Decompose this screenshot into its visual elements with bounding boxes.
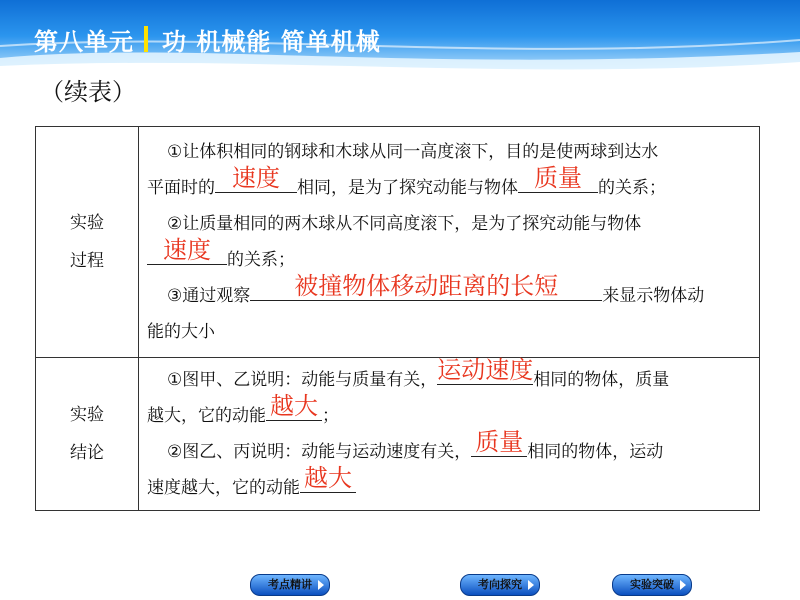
header-title xyxy=(34,22,381,56)
conclusion-content xyxy=(139,358,760,511)
answer-blank xyxy=(147,236,227,265)
play-arrow-icon xyxy=(528,580,534,590)
answer-blank xyxy=(250,272,602,301)
nav-button-experiment[interactable] xyxy=(612,574,692,596)
text: 相同的物体，运动 xyxy=(527,442,664,462)
answer-text: 质量 xyxy=(534,164,582,192)
answer-blank xyxy=(266,392,322,421)
title-divider xyxy=(144,26,148,52)
text: 来显示物体动 xyxy=(602,286,705,306)
answer-text: 速度 xyxy=(232,164,280,192)
nav-button-key-points[interactable] xyxy=(250,574,330,596)
answer-blank xyxy=(518,164,598,193)
answer-text: 越大 xyxy=(270,392,318,420)
header-banner xyxy=(0,0,800,80)
process-line-6 xyxy=(147,314,745,350)
text: ； xyxy=(322,406,339,426)
nav-button-exploration[interactable] xyxy=(460,574,540,596)
experiment-table xyxy=(35,126,760,511)
text: ①让体积相同的钢球和木球从同一高度滚下，目的是使两球到达水 xyxy=(167,142,659,162)
page-subtitle: （续表） xyxy=(40,78,136,106)
process-line-5 xyxy=(147,272,745,314)
answer-blank xyxy=(471,428,527,457)
process-line-2 xyxy=(147,164,745,206)
answer-blank xyxy=(215,164,297,193)
conclusion-line-4 xyxy=(147,464,745,506)
topic-label: 功 机械能 简单机械 xyxy=(162,27,381,56)
text: ②图乙、丙说明：动能与运动速度有关， xyxy=(167,442,472,462)
text: 越大，它的动能 xyxy=(147,406,266,426)
text: 的关系； xyxy=(227,250,295,270)
table-row-conclusion xyxy=(36,358,760,511)
answer-text: 质量 xyxy=(475,428,524,456)
answer-text: 速度 xyxy=(163,236,211,264)
text: 能的大小 xyxy=(147,322,215,342)
label-line: 实验 xyxy=(70,213,104,233)
answer-text: 被撞物体移动距离的长短 xyxy=(294,272,559,300)
row-label-process xyxy=(36,127,139,358)
conclusion-line-1 xyxy=(147,356,745,398)
text: ③通过观察 xyxy=(167,286,251,306)
label-line: 结论 xyxy=(70,443,104,463)
text: 的关系； xyxy=(598,178,666,198)
label-line: 过程 xyxy=(70,251,104,271)
nav-label: 考点精讲 xyxy=(268,578,312,591)
label-line: 实验 xyxy=(70,405,104,425)
nav-label: 考向探究 xyxy=(478,578,522,591)
play-arrow-icon xyxy=(680,580,686,590)
text: ②让质量相同的两木球从不同高度滚下，是为了探究动能与物体 xyxy=(167,214,642,234)
answer-blank xyxy=(437,356,534,385)
unit-label: 第八单元 xyxy=(34,27,134,56)
row-label-conclusion xyxy=(36,358,139,511)
answer-text: 越大 xyxy=(304,464,352,492)
text: 平面时的 xyxy=(147,178,215,198)
text: 相同的物体，质量 xyxy=(533,370,670,390)
conclusion-line-3 xyxy=(147,428,745,470)
text: 相同，是为了探究动能与物体 xyxy=(297,178,518,198)
conclusion-line-2 xyxy=(147,392,745,434)
text: ①图甲、乙说明：动能与质量有关， xyxy=(167,370,438,390)
nav-label: 实验突破 xyxy=(630,578,674,591)
table-row-process xyxy=(36,127,760,358)
process-line-3 xyxy=(147,206,745,242)
text: 速度越大，它的动能 xyxy=(147,478,300,498)
answer-blank xyxy=(300,464,356,493)
answer-text: 运动速度 xyxy=(437,356,534,384)
play-arrow-icon xyxy=(318,580,324,590)
process-content xyxy=(139,127,760,358)
